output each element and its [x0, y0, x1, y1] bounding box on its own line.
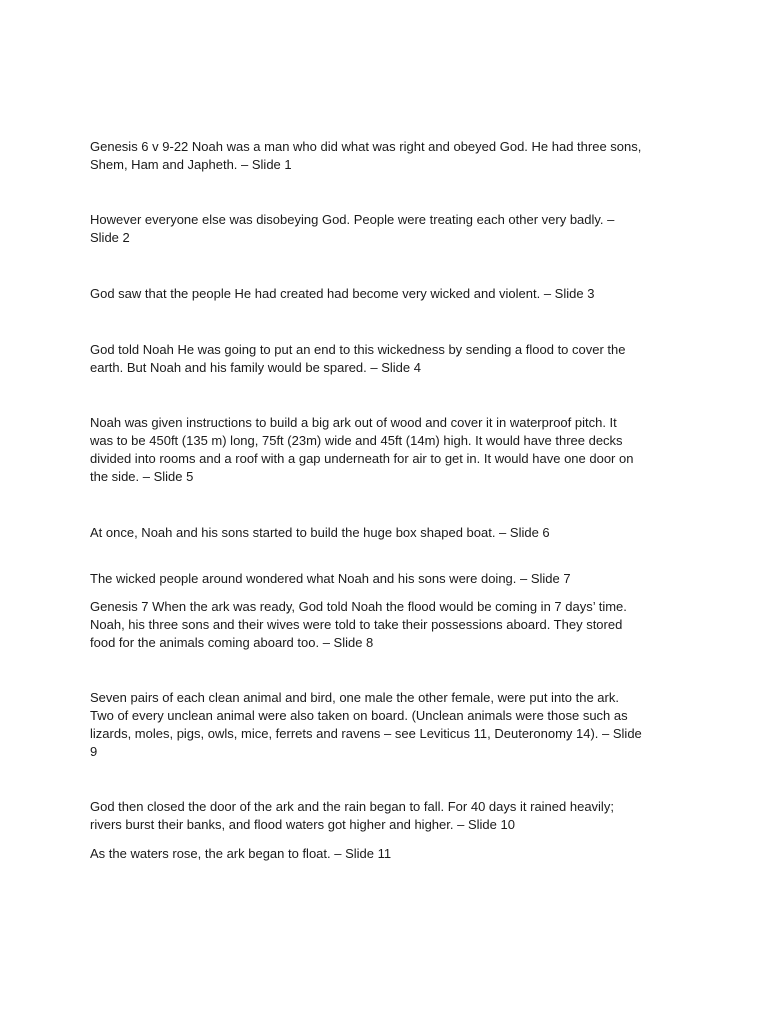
paragraph-slide-7: The wicked people around wondered what Noah and his sons were doing. – Slide 7: [90, 571, 571, 586]
paragraph-slide-1: Genesis 6 v 9-22 Noah was a man who did what was right and obeyed God. He had three sons, Shem, Ham and Japheth. – Slide 1: [90, 139, 642, 172]
paragraph-slide-8: Genesis 7 When the ark was ready, God told Noah the flood would be coming in 7 days’ time. Noah, his three sons and their wives were told to take their possessions aboard. They stored food for the animals coming aboard too. – Slide 8: [90, 599, 627, 650]
paragraph-slide-9: Seven pairs of each clean animal and bird, one male the other female, were put into the ark. Two of every unclean animal were also taken on board. (Unclean animals were those such as lizards, moles, pigs, owls, mice, ferrets and ravens – see Leviticus 11, Deuteronomy 14). – Slide 9: [90, 690, 642, 759]
paragraph-slide-10: God then closed the door of the ark and the rain began to fall. For 40 days it rained heavily; rivers burst their banks, and flood waters got higher and higher. – Slide 10: [90, 799, 614, 832]
paragraph-slide-4: God told Noah He was going to put an end to this wickedness by sending a flood to cover the earth. But Noah and his family would be spared. – Slide 4: [90, 342, 626, 375]
paragraph-slide-11: As the waters rose, the ark began to float. – Slide 11: [90, 846, 392, 861]
paragraph-slide-6: At once, Noah and his sons started to build the huge box shaped boat. – Slide 6: [90, 525, 550, 540]
paragraph-slide-3: God saw that the people He had created had become very wicked and violent. – Slide 3: [90, 286, 595, 301]
paragraph-slide-2: However everyone else was disobeying God. People were treating each other very badly. – Slide 2: [90, 212, 615, 245]
paragraph-slide-5: Noah was given instructions to build a big ark out of wood and cover it in waterproof pitch. It was to be 450ft (135 m) long, 75ft (23m) wide and 45ft (14m) high. It would have three decks divided into rooms and a roof with a gap underneath for air to get in. It would have one door on the side. – Slide 5: [90, 415, 634, 484]
